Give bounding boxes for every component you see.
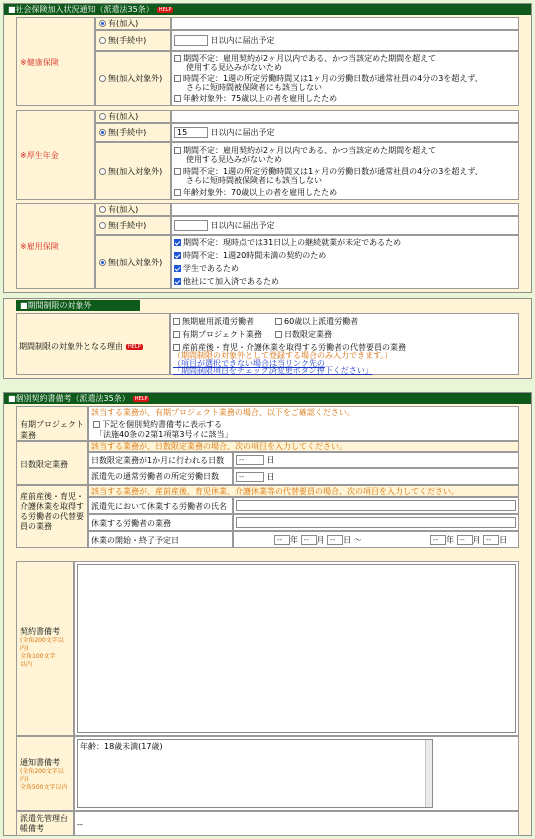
project-label-cell: [16, 406, 88, 441]
substitute-label: 産前産後・育児・介護休業を取得する労働者の代替要員の業務: [20, 492, 84, 531]
dispatch-mgmt-cell: [74, 811, 519, 836]
end-day-select[interactable]: --: [483, 535, 499, 545]
start-day-select[interactable]: --: [327, 535, 343, 545]
employment-insurance-label: ※雇用保険: [20, 242, 59, 251]
help-icon[interactable]: HELP: [158, 6, 172, 13]
substitute-row-1-value-cell: [233, 497, 519, 514]
health-enrolled-radio[interactable]: [99, 20, 106, 27]
health-reason-1-cont: 使用する見込みがないため: [186, 63, 282, 72]
days-row-2-select[interactable]: --: [236, 472, 264, 482]
employment-reason-2: 時間不定：1週20時間未満の契約のため: [183, 251, 327, 260]
project-display-checkbox[interactable]: [93, 421, 100, 428]
individual-contract-title: ■個別契約書備考（派遣法35条）: [8, 394, 130, 403]
pension-reason-1-checkbox[interactable]: [174, 147, 181, 154]
help-icon[interactable]: HELP: [128, 343, 141, 350]
health-reason-2-checkbox[interactable]: [174, 75, 181, 82]
pension-exempt-cell[interactable]: [95, 142, 171, 200]
substitute-note: 該当する業務が、産前産後、育児休業、介護休業等の代替要員の場合、次の項目を入力してください。: [91, 487, 459, 496]
limit-option-1-checkbox[interactable]: [173, 318, 180, 325]
limit-option-5-checkbox[interactable]: [173, 344, 180, 351]
health-insurance-label: ※健康保険: [20, 58, 59, 67]
period-limit-label: 期間制限の対象外となる理由: [19, 342, 123, 351]
limit-option-5: 産前産後・育児・介護休業を取得する労働者の代替要員の業務: [182, 343, 406, 352]
pension-pending-cell[interactable]: [95, 123, 171, 142]
days-row-1-value-cell: [233, 452, 519, 468]
pension-enrolled-label: 有(加入): [108, 112, 139, 121]
health-pending-label: 無(手続中): [108, 36, 147, 45]
limit-option-4: 日数限定業務: [284, 330, 332, 339]
limit-link-1[interactable]: （項目が選択できない場合は当リンク先の: [173, 359, 325, 368]
individual-contract-title-bar: [4, 393, 531, 404]
end-year-select[interactable]: --: [430, 535, 446, 545]
period-limit-title-bar: [16, 300, 140, 311]
notice-remarks-label: 通知書備考: [20, 758, 60, 767]
limit-option-3: 有期プロジェクト業務: [182, 330, 262, 339]
substitute-label-cell: [16, 485, 88, 548]
contract-remarks-limit-3: 以内: [20, 661, 33, 668]
end-year-unit: 年: [446, 535, 454, 545]
notice-remarks-scrollbar[interactable]: [425, 740, 432, 807]
pension-reason-2-cont: さらに短時間被保険者にも該当しない: [186, 176, 322, 185]
contract-remarks-limit-2: 全角100文字: [20, 653, 56, 660]
days-row-2-unit: 日: [266, 472, 275, 482]
health-enrolled-cell[interactable]: [95, 17, 171, 30]
pension-pending-detail: [171, 123, 519, 142]
start-month-select[interactable]: --: [301, 535, 317, 545]
employment-reason-4-checkbox[interactable]: [174, 278, 181, 285]
social-insurance-title: ■社会保険加入状況通知（派遣法35条）: [8, 5, 154, 14]
employment-enrolled-radio[interactable]: [99, 206, 106, 213]
start-month-unit: 月: [316, 535, 325, 545]
project-note: 該当する業務が、有期プロジェクト業務の場合、以下をご確認ください。: [91, 408, 355, 417]
limit-option-2: 60歳以上派遣労働者: [284, 317, 359, 326]
end-month-unit: 月: [472, 535, 481, 545]
substitute-row-3-value-cell: [233, 531, 519, 548]
contract-remarks-label-cell: [16, 561, 74, 736]
pension-exempt-label: 無(加入対象外): [108, 167, 163, 176]
start-day-unit: 日: [343, 535, 352, 545]
pension-reason-1-cont: 使用する見込みがないため: [186, 155, 282, 164]
date-range-tilde: 〜: [353, 535, 362, 545]
project-label: 有期プロジェクト業務: [20, 420, 84, 440]
days-row-1-label: 日数限定業務が1か月に行われる日数: [91, 456, 225, 465]
health-pending-radio[interactable]: [99, 37, 106, 44]
employment-exempt-detail: [171, 235, 519, 289]
employment-exempt-cell[interactable]: [95, 235, 171, 289]
substitute-row-2-label-cell: [88, 514, 233, 531]
health-reason-3-checkbox[interactable]: [174, 95, 181, 102]
dispatch-mgmt-label: 派遣先管理台帳備考: [20, 814, 68, 833]
social-insurance-title-bar: [4, 4, 531, 15]
limit-note: （期間制限の対象外として登録する場合のみ入力できます。）: [173, 351, 393, 360]
contract-remarks-textarea[interactable]: [77, 564, 516, 733]
days-row-1-select[interactable]: --: [236, 455, 264, 465]
employment-pending-detail: [171, 216, 519, 235]
health-exempt-radio[interactable]: [99, 75, 106, 82]
limit-option-1: 無期雇用派遣労働者: [182, 317, 254, 326]
health-exempt-cell[interactable]: [95, 51, 171, 106]
days-row-1-label-cell: [88, 452, 233, 468]
project-display-label: 下記を個別契約書備考に表示する: [102, 420, 222, 429]
health-exempt-label: 無(加入対象外): [108, 74, 163, 83]
health-enrolled-label: 有(加入): [108, 19, 139, 28]
notice-remarks-text: 年齢：18歳未満(17歳): [80, 742, 163, 751]
pension-reason-2: 時間不定：1週の所定労働時間又は1ヶ月の労働日数が通常社員の4分の3を超えず、: [183, 167, 483, 176]
limit-option-2-checkbox[interactable]: [275, 318, 282, 325]
substitute-note-cell: [88, 485, 519, 497]
notice-remarks-label-cell: [16, 736, 74, 811]
contract-remarks-label: 契約書備考: [20, 627, 60, 636]
pension-reason-3: 年齢対象外：70歳以上の者を雇用したため: [183, 188, 338, 197]
employment-pending-cell[interactable]: [95, 216, 171, 235]
pension-pending-label: 無(手続中): [108, 128, 147, 137]
notice-remarks-limit-2: 全角500文字以内: [20, 784, 68, 791]
employment-days-input[interactable]: [174, 220, 208, 231]
employment-enrolled-cell[interactable]: [95, 203, 171, 216]
employment-enrolled-label: 有(加入): [108, 205, 139, 214]
limit-link-2[interactable]: 「期間制限項目をチェック済変更ボタン押下ください」: [173, 366, 373, 375]
pension-days-input[interactable]: 15: [174, 127, 208, 138]
health-exempt-detail: [171, 51, 519, 106]
period-limit-label-cell: [16, 313, 170, 375]
employment-reason-2-checkbox[interactable]: [174, 252, 181, 259]
employment-pending-radio[interactable]: [99, 222, 106, 229]
pension-reason-3-checkbox[interactable]: [174, 189, 181, 196]
project-display-label-2: 「法施40条の2第1項第3号イに該当」: [95, 430, 233, 439]
days-label: 日数限定業務: [20, 460, 68, 469]
health-enrolled-detail: [171, 17, 519, 30]
days-note-cell: [88, 441, 519, 452]
dispatch-mgmt-label-cell: [16, 811, 74, 836]
health-reason-1: 期間不定：雇用契約が2ヶ月以内である、かつ当該定めた期間を超えて: [183, 54, 437, 63]
help-icon[interactable]: HELP: [134, 395, 148, 402]
days-row-2-label: 派遣先の通常労働者の所定労働日数: [91, 472, 219, 481]
start-year-select[interactable]: --: [274, 535, 290, 545]
dispatch-mgmt-value: --: [77, 820, 83, 829]
absent-worker-duty-input[interactable]: [236, 517, 516, 528]
employment-exempt-radio[interactable]: [99, 259, 106, 266]
limit-option-4-checkbox[interactable]: [275, 331, 282, 338]
substitute-row-1-label: 派遣先において休業する労働者の氏名: [91, 502, 227, 511]
notice-remarks-cell: [74, 736, 519, 811]
project-detail: [88, 406, 519, 441]
employment-reason-3: 学生であるため: [183, 264, 239, 273]
health-reason-1-checkbox[interactable]: [174, 55, 181, 62]
days-row-2-value-cell: [233, 468, 519, 485]
days-row-1-unit: 日: [266, 455, 275, 465]
days-note: 該当する業務が、日数限定業務の場合、次の項目を入力してください。: [91, 442, 347, 451]
health-reason-2-cont: さらに短時間被保険者にも該当しない: [186, 83, 322, 92]
pension-exempt-radio[interactable]: [99, 168, 106, 175]
substitute-row-3-label-cell: [88, 531, 233, 548]
pension-enrolled-cell[interactable]: [95, 110, 171, 123]
health-days-input[interactable]: [174, 35, 208, 46]
health-days-suffix: 日以内に届出予定: [210, 36, 275, 45]
employment-reason-1-checkbox[interactable]: [174, 239, 181, 246]
notice-remarks-limit: (全角200文字以内): [20, 768, 64, 783]
employment-reason-1: 期間不定：現時点では31日以上の継続就業が未定であるため: [183, 238, 402, 247]
employment-reason-4: 他社にて加入済であるため: [183, 277, 279, 286]
days-row-2-label-cell: [88, 468, 233, 485]
employment-pending-label: 無(手続中): [108, 221, 147, 230]
employment-reason-3-checkbox[interactable]: [174, 265, 181, 272]
substitute-row-1-label-cell: [88, 497, 233, 514]
pension-label: ※厚生年金: [20, 151, 59, 160]
pension-reason-2-checkbox[interactable]: [174, 168, 181, 175]
employment-exempt-label: 無(加入対象外): [108, 258, 163, 267]
health-insurance-label-cell: [16, 17, 95, 106]
period-limit-title: ■期間制限の対象外: [20, 301, 92, 310]
pension-label-cell: [16, 110, 95, 200]
pension-exempt-detail: [171, 142, 519, 200]
limit-option-3-checkbox[interactable]: [173, 331, 180, 338]
absent-worker-name-input[interactable]: [236, 500, 516, 511]
start-year-unit: 年: [290, 535, 298, 545]
pension-enrolled-detail: [171, 110, 519, 123]
end-day-unit: 日: [499, 535, 508, 545]
pension-reason-1: 期間不定：雇用契約が2ヶ月以内である、かつ当該定めた期間を超えて: [183, 146, 437, 155]
end-month-select[interactable]: --: [457, 535, 473, 545]
period-limit-options: [170, 313, 519, 375]
substitute-row-2-value-cell: [233, 514, 519, 531]
notice-remarks-textarea[interactable]: [77, 739, 433, 808]
contract-remarks-limit: (全角200文字以内): [20, 637, 64, 652]
pension-enrolled-radio[interactable]: [99, 113, 106, 120]
contract-remarks-cell: [74, 561, 519, 736]
employment-enrolled-detail: [171, 203, 519, 216]
health-reason-3: 年齢対象外：75歳以上の者を雇用したため: [183, 94, 338, 103]
days-label-cell: [16, 441, 88, 485]
substitute-row-2-label: 休業する労働者の業務: [91, 519, 171, 528]
pension-days-suffix: 日以内に届出予定: [210, 128, 275, 137]
employment-days-suffix: 日以内に届出予定: [210, 221, 275, 230]
health-reason-2: 時間不定：1週の所定労働時間又は1ヶ月の労働日数が通常社員の4分の3を超えず、: [183, 74, 483, 83]
employment-insurance-label-cell: [16, 203, 95, 289]
substitute-row-3-label: 休業の開始・終了予定日: [91, 536, 179, 545]
pension-pending-radio[interactable]: [99, 129, 106, 136]
health-pending-cell[interactable]: [95, 30, 171, 51]
health-pending-detail: [171, 30, 519, 51]
